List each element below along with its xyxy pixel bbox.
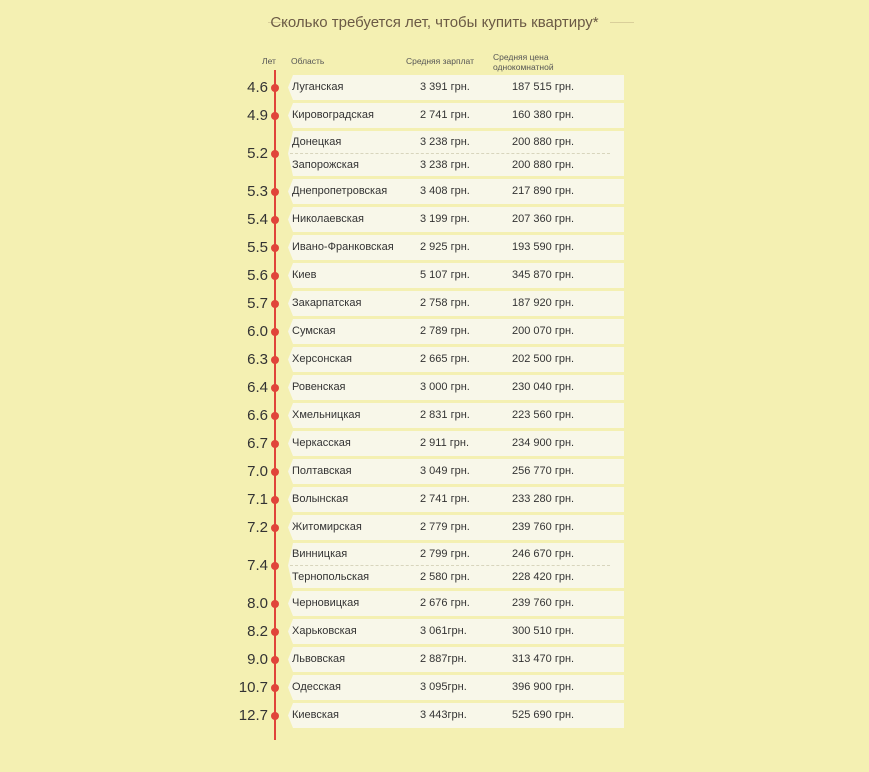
salary-cell: 2 758 грн. bbox=[420, 297, 470, 309]
price-cell: 256 770 грн. bbox=[512, 465, 575, 477]
price-cell: 228 420 грн. bbox=[512, 571, 575, 583]
years-label: 9.0 bbox=[247, 650, 268, 668]
price-cell: 202 500 грн. bbox=[512, 353, 575, 365]
price-cell: 200 880 грн. bbox=[512, 136, 575, 148]
salary-cell: 2 831 грн. bbox=[420, 409, 470, 421]
timeline-dot bbox=[271, 656, 279, 664]
salary-cell: 2 799 грн. bbox=[420, 548, 470, 560]
salary-cell: 3 238 грн. bbox=[420, 136, 470, 148]
region-cell: Херсонская bbox=[292, 353, 353, 365]
salary-cell: 5 107 грн. bbox=[420, 269, 470, 281]
header-price-line2: однокомнатной bbox=[493, 62, 554, 72]
region-cell: Черновицкая bbox=[292, 597, 360, 609]
region-cell: Николаевская bbox=[292, 213, 364, 225]
years-label: 12.7 bbox=[238, 706, 268, 724]
timeline-axis bbox=[274, 70, 276, 740]
years-label: 5.7 bbox=[247, 294, 268, 312]
timeline-dot bbox=[271, 216, 279, 224]
region-cell: Одесская bbox=[292, 681, 341, 693]
region-cell: Киевская bbox=[292, 709, 340, 721]
timeline-dot bbox=[271, 188, 279, 196]
region-cell: Полтавская bbox=[292, 465, 352, 477]
title-wrap bbox=[0, 14, 869, 32]
years-label: 5.2 bbox=[247, 144, 268, 162]
years-label: 8.2 bbox=[247, 622, 268, 640]
region-cell: Волынская bbox=[292, 493, 349, 505]
header-price-line1: Средняя цена bbox=[493, 52, 549, 62]
salary-cell: 2 741 грн. bbox=[420, 109, 470, 121]
years-label: 6.7 bbox=[247, 434, 268, 452]
price-cell: 300 510 грн. bbox=[512, 625, 575, 637]
timeline-dot bbox=[271, 496, 279, 504]
salary-cell: 2 911 грн. bbox=[420, 437, 470, 449]
years-label: 5.6 bbox=[247, 266, 268, 284]
timeline-dot bbox=[271, 712, 279, 720]
timeline-dot bbox=[271, 384, 279, 392]
region-cell: Киев bbox=[292, 269, 317, 281]
header-years: Лет bbox=[262, 56, 276, 66]
salary-cell: 2 887грн. bbox=[420, 653, 467, 665]
region-cell: Донецкая bbox=[292, 136, 342, 148]
timeline-dot bbox=[271, 328, 279, 336]
salary-cell: 3 238 грн. bbox=[420, 159, 470, 171]
chart-title: Сколько требуется лет, чтобы купить квартиру* bbox=[270, 14, 599, 31]
years-label: 5.3 bbox=[247, 182, 268, 200]
timeline-dot bbox=[271, 628, 279, 636]
price-cell: 313 470 грн. bbox=[512, 653, 575, 665]
salary-cell: 2 665 грн. bbox=[420, 353, 470, 365]
price-cell: 396 900 грн. bbox=[512, 681, 575, 693]
salary-cell: 3 391 грн. bbox=[420, 81, 470, 93]
price-cell: 525 690 грн. bbox=[512, 709, 575, 721]
price-cell: 207 360 грн. bbox=[512, 213, 575, 225]
years-label: 7.2 bbox=[247, 518, 268, 536]
region-cell: Закарпатская bbox=[292, 297, 362, 309]
timeline-dot bbox=[271, 356, 279, 364]
salary-cell: 2 779 грн. bbox=[420, 521, 470, 533]
years-label: 5.5 bbox=[247, 238, 268, 256]
timeline-dot bbox=[271, 468, 279, 476]
price-cell: 160 380 грн. bbox=[512, 109, 575, 121]
years-label: 8.0 bbox=[247, 594, 268, 612]
region-cell: Луганская bbox=[292, 81, 344, 93]
salary-cell: 3 000 грн. bbox=[420, 381, 470, 393]
timeline-dot bbox=[271, 272, 279, 280]
years-label: 7.0 bbox=[247, 462, 268, 480]
region-cell: Запорожская bbox=[292, 159, 359, 171]
price-cell: 223 560 грн. bbox=[512, 409, 575, 421]
salary-cell: 2 925 грн. bbox=[420, 241, 470, 253]
price-cell: 246 670 грн. bbox=[512, 548, 575, 560]
timeline-dot bbox=[271, 412, 279, 420]
region-cell: Черкасская bbox=[292, 437, 351, 449]
years-label: 6.0 bbox=[247, 322, 268, 340]
timeline-dot bbox=[271, 300, 279, 308]
years-label: 4.6 bbox=[247, 78, 268, 96]
years-label: 4.9 bbox=[247, 106, 268, 124]
timeline-dot bbox=[271, 440, 279, 448]
header-salary: Средняя зарплат bbox=[406, 56, 474, 66]
salary-cell: 2 676 грн. bbox=[420, 597, 470, 609]
region-cell: Житомирская bbox=[292, 521, 362, 533]
row-divider bbox=[290, 565, 610, 567]
years-label: 6.6 bbox=[247, 406, 268, 424]
region-cell: Ровенская bbox=[292, 381, 346, 393]
timeline-dot bbox=[271, 150, 279, 158]
salary-cell: 3 061грн. bbox=[420, 625, 467, 637]
price-cell: 239 760 грн. bbox=[512, 521, 575, 533]
region-cell: Харьковская bbox=[292, 625, 357, 637]
salary-cell: 3 095грн. bbox=[420, 681, 467, 693]
salary-cell: 3 199 грн. bbox=[420, 213, 470, 225]
price-cell: 217 890 грн. bbox=[512, 185, 575, 197]
timeline-dot bbox=[271, 684, 279, 692]
years-label: 5.4 bbox=[247, 210, 268, 228]
salary-cell: 2 580 грн. bbox=[420, 571, 470, 583]
price-cell: 345 870 грн. bbox=[512, 269, 575, 281]
row-divider bbox=[290, 153, 610, 155]
timeline-dot bbox=[271, 84, 279, 92]
header-region: Область bbox=[291, 56, 325, 66]
salary-cell: 2 789 грн. bbox=[420, 325, 470, 337]
years-label: 7.1 bbox=[247, 490, 268, 508]
timeline-dot bbox=[271, 524, 279, 532]
timeline-dot bbox=[271, 600, 279, 608]
region-cell: Кировоградская bbox=[292, 109, 374, 121]
region-cell: Сумская bbox=[292, 325, 336, 337]
price-cell: 200 070 грн. bbox=[512, 325, 575, 337]
price-cell: 187 515 грн. bbox=[512, 81, 575, 93]
salary-cell: 3 443грн. bbox=[420, 709, 467, 721]
timeline-dot bbox=[271, 112, 279, 120]
region-cell: Львовская bbox=[292, 653, 346, 665]
years-label: 6.3 bbox=[247, 350, 268, 368]
salary-cell: 3 049 грн. bbox=[420, 465, 470, 477]
price-cell: 200 880 грн. bbox=[512, 159, 575, 171]
timeline-dot bbox=[271, 562, 279, 570]
price-cell: 233 280 грн. bbox=[512, 493, 575, 505]
years-label: 6.4 bbox=[247, 378, 268, 396]
years-label: 10.7 bbox=[238, 678, 268, 696]
salary-cell: 2 741 грн. bbox=[420, 493, 470, 505]
timeline-dot bbox=[271, 244, 279, 252]
region-cell: Тернопольская bbox=[292, 571, 370, 583]
price-cell: 234 900 грн. bbox=[512, 437, 575, 449]
region-cell: Винницкая bbox=[292, 548, 348, 560]
region-cell: Днепропетровская bbox=[292, 185, 388, 197]
price-cell: 239 760 грн. bbox=[512, 597, 575, 609]
price-cell: 193 590 грн. bbox=[512, 241, 575, 253]
price-cell: 230 040 грн. bbox=[512, 381, 575, 393]
years-label: 7.4 bbox=[247, 556, 268, 574]
region-cell: Хмельницкая bbox=[292, 409, 361, 421]
salary-cell: 3 408 грн. bbox=[420, 185, 470, 197]
region-cell: Ивано-Франковская bbox=[292, 241, 394, 253]
price-cell: 187 920 грн. bbox=[512, 297, 575, 309]
